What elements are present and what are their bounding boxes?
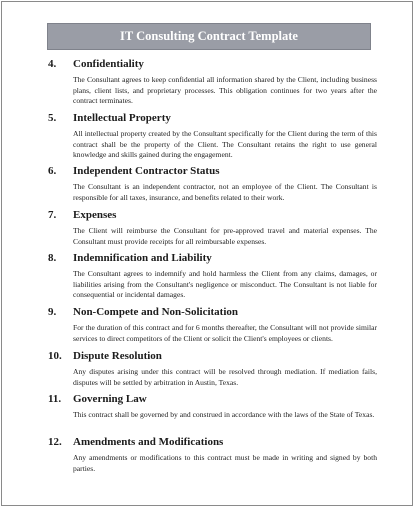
section-number: 4. [48, 58, 57, 70]
section-body: For the duration of this contract and for 6 months thereafter, the Consultant will not provide similar services to direct competitors of the Client or solicit the Client's employees or clients. [73, 323, 377, 343]
section-number: 11. [48, 393, 62, 405]
section-heading: Expenses [73, 209, 117, 221]
section-heading: Indemnification and Liability [73, 252, 212, 264]
section-heading: Independent Contractor Status [73, 165, 220, 177]
section-body: All intellectual property created by the Consultant specifically for the Client during the term of this contract shall be the property of the Client. The Consultant retains the right to use general knowledge and skills gained during the engagement. [73, 129, 377, 160]
section-body: The Consultant is an independent contractor, not an employee of the Client. The Consultant is responsible for all taxes, insurance, and benefits related to their work. [73, 182, 377, 202]
section-number: 6. [48, 165, 57, 177]
section-number: 9. [48, 306, 57, 318]
section-number: 12. [48, 436, 62, 448]
section-body: This contract shall be governed by and construed in accordance with the laws of the State of Texas. [73, 410, 375, 419]
document-page [1, 1, 413, 506]
section-heading: Confidentiality [73, 58, 144, 70]
section-body: The Consultant agrees to indemnify and hold harmless the Client from any claims, damages, or liabilities arising from the Consultant's negligence or misconduct. The Consultant is not liable for consequential or incidental damages. [73, 269, 377, 300]
section-body: The Consultant agrees to keep confidential all information shared by the Client, including business plans, client lists, and proprietary processes. This obligation continues for two years after the contract terminates. [73, 75, 377, 106]
section-heading: Governing Law [73, 393, 147, 405]
section-heading: Amendments and Modifications [73, 436, 224, 448]
section-number: 8. [48, 252, 57, 264]
section-body: Any amendments or modifications to this contract must be made in writing and signed by both parties. [73, 453, 377, 473]
section-heading: Intellectual Property [73, 112, 171, 124]
section-body: The Client will reimburse the Consultant for pre-approved travel and material expenses. The Consultant must provide receipts for all reimbursable expenses. [73, 226, 377, 246]
section-number: 7. [48, 209, 57, 221]
section-body: Any disputes arising under this contract will be resolved through mediation. If mediation fails, disputes will be settled by arbitration in Austin, Texas. [73, 367, 377, 387]
section-number: 5. [48, 112, 57, 124]
document-title: IT Consulting Contract Template [47, 23, 371, 50]
section-heading: Dispute Resolution [73, 350, 162, 362]
section-number: 10. [48, 350, 62, 362]
section-heading: Non-Compete and Non-Solicitation [73, 306, 239, 318]
